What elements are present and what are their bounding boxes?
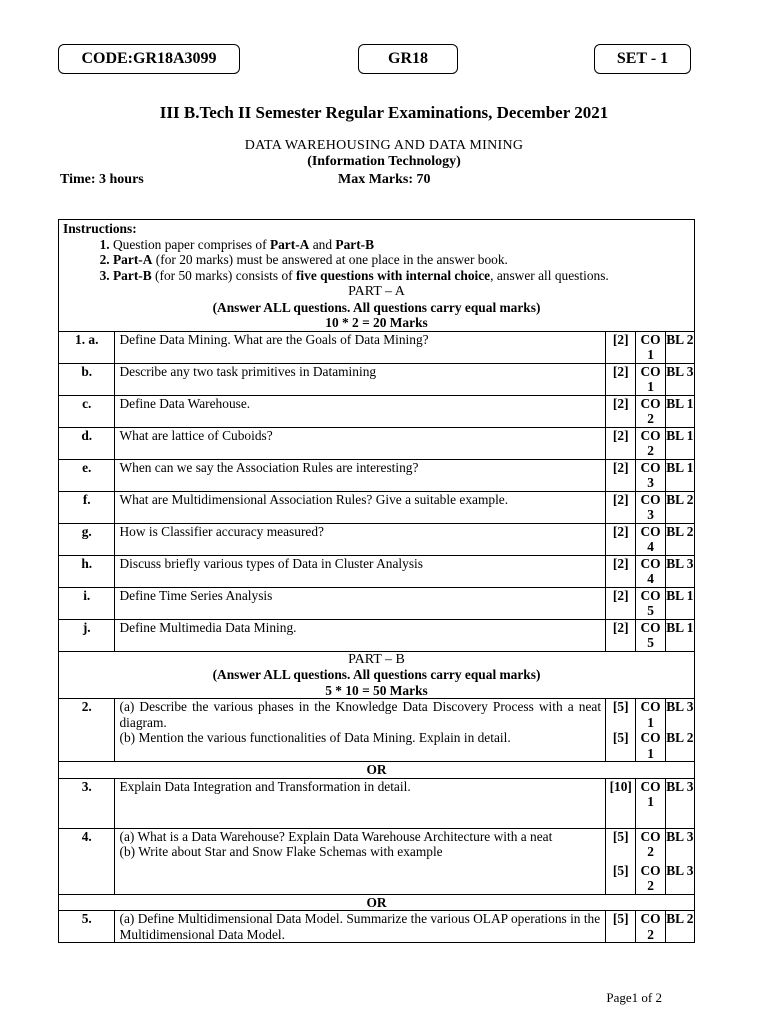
- question-text: Define Data Mining. What are the Goals of Data Mining?: [115, 331, 606, 363]
- page-number: Page1 of 2: [606, 990, 662, 1005]
- question-row: [59, 459, 695, 491]
- question-marks: [2]: [606, 363, 636, 395]
- blooms-level: BL 3: [666, 699, 694, 714]
- question-row: [59, 555, 695, 587]
- question-text: Describe any two task primitives in Datamining: [115, 363, 606, 395]
- course-outcome: CO 3: [636, 459, 665, 491]
- part-b-marks: 5 * 10 = 50 Marks: [325, 682, 428, 698]
- question-number: j.: [59, 619, 115, 651]
- course-outcome: CO 2: [640, 828, 661, 859]
- question-row: [59, 587, 695, 619]
- exam-title: III B.Tech II Semester Regular Examinations, December 2021: [159, 103, 609, 122]
- course-outcome: CO 1: [640, 730, 661, 761]
- question-number: b.: [59, 363, 115, 395]
- question-number: e.: [59, 459, 115, 491]
- question-number: 1. a.: [59, 331, 115, 363]
- question-text: Discuss briefly various types of Data in Cluster Analysis: [115, 555, 606, 587]
- part-a-subtitle: (Answer ALL questions. All questions carry equal marks): [212, 299, 541, 315]
- set-box: [594, 44, 691, 74]
- time-label: Time: 3 hours: [60, 172, 144, 187]
- question-row: [59, 331, 695, 363]
- instruction-item: 1. Question paper comprises of Part-A and Part-B: [113, 237, 690, 253]
- question-marks: [2]: [606, 619, 636, 651]
- question-marks: [2]: [606, 587, 636, 619]
- question-marks: [5]: [612, 862, 629, 878]
- question-text: Explain Data Integration and Transformation in detail.: [115, 778, 606, 828]
- question-text: Define Time Series Analysis: [115, 587, 606, 619]
- question-number: 4.: [59, 828, 115, 894]
- set-label: SET - 1: [616, 50, 669, 67]
- question-row: [59, 828, 695, 894]
- blooms-level: BL 3: [666, 828, 694, 844]
- question-marks: [5]: [612, 730, 629, 745]
- question-text: Define Data Warehouse.: [115, 395, 606, 427]
- instructions-list: [63, 237, 690, 284]
- question-number: c.: [59, 395, 115, 427]
- course-outcome: CO 4: [636, 523, 665, 555]
- question-row: [59, 619, 695, 651]
- question-number: 2.: [59, 699, 115, 762]
- course-outcome: CO 2: [636, 395, 665, 427]
- question-marks: [2]: [606, 555, 636, 587]
- code-box: [58, 44, 240, 74]
- question-number: i.: [59, 587, 115, 619]
- course-outcome: CO 2: [636, 911, 665, 943]
- blooms-level: BL 1: [665, 427, 694, 459]
- part-b-title: PART – B: [348, 651, 405, 667]
- course-outcome: CO 1: [636, 331, 665, 363]
- or-label: OR: [59, 894, 695, 911]
- part-b-subtitle: (Answer ALL questions. All questions carry equal marks): [212, 667, 541, 682]
- blooms-level: BL 1: [665, 619, 694, 651]
- question-row: [59, 523, 695, 555]
- question-marks: [2]: [606, 427, 636, 459]
- question-marks: [10]: [606, 778, 636, 828]
- question-marks: [2]: [606, 459, 636, 491]
- question-row: [59, 363, 695, 395]
- course-outcome: CO 2: [640, 862, 661, 893]
- question-text: What are Multidimensional Association Rules? Give a suitable example.: [115, 491, 606, 523]
- course-outcome: CO 1: [636, 363, 665, 395]
- question-row: [59, 778, 695, 828]
- course-outcome: CO 5: [636, 587, 665, 619]
- instructions-row: [59, 220, 695, 332]
- question-marks: [5]: [606, 911, 636, 943]
- question-text: What are lattice of Cuboids?: [115, 427, 606, 459]
- blooms-level: BL 2: [665, 523, 694, 555]
- course-outcome: CO 3: [636, 491, 665, 523]
- question-marks: [5]: [612, 828, 629, 844]
- blooms-level: BL 3: [665, 778, 694, 828]
- question-part-a: (a) Describe the various phases in the Knowledge Data Discovery Process with a neat diagram.: [119, 699, 602, 730]
- question-row: [59, 491, 695, 523]
- question-text: (a) Define Multidimensional Data Model. Summarize the various OLAP operations in the Multidimensional Data Model.: [115, 911, 606, 943]
- course-outcome: CO 1: [640, 699, 661, 730]
- course-outcome: CO 1: [636, 778, 665, 828]
- course-outcome: CO 4: [636, 555, 665, 587]
- question-marks: [2]: [606, 395, 636, 427]
- instruction-item: 3. Part-B (for 50 marks) consists of five questions with internal choice, answer all questions.: [113, 268, 690, 284]
- blooms-level: BL 2: [665, 491, 694, 523]
- blooms-level: BL 1: [665, 395, 694, 427]
- department: (Information Technology): [307, 154, 461, 169]
- question-marks: [2]: [606, 491, 636, 523]
- subject-title: DATA WAREHOUSING AND DATA MINING: [244, 138, 524, 153]
- blooms-level: BL 1: [665, 459, 694, 491]
- or-label: OR: [59, 762, 695, 779]
- part-a-marks: 10 * 2 = 20 Marks: [325, 315, 428, 330]
- question-part-a: (a) What is a Data Warehouse? Explain Data Warehouse Architecture with a neat: [119, 828, 553, 844]
- question-marks: [5]: [612, 699, 629, 714]
- part-b-header-row: [59, 651, 695, 699]
- instructions-heading: Instructions:: [63, 221, 137, 236]
- question-number: h.: [59, 555, 115, 587]
- question-row: [59, 395, 695, 427]
- blooms-level: BL 1: [665, 587, 694, 619]
- question-row: [59, 911, 695, 943]
- max-marks-label: Max Marks: 70: [338, 172, 431, 187]
- blooms-level: BL 3: [665, 363, 694, 395]
- question-number: g.: [59, 523, 115, 555]
- regulation: GR18: [388, 50, 428, 67]
- question-paper-table: [58, 219, 695, 943]
- question-part-b: (b) Mention the various functionalities of Data Mining. Explain in detail.: [119, 730, 511, 745]
- regulation-box: [358, 44, 458, 74]
- question-number: f.: [59, 491, 115, 523]
- question-number: 5.: [59, 911, 115, 943]
- question-number: 3.: [59, 778, 115, 828]
- question-text: When can we say the Association Rules are interesting?: [115, 459, 606, 491]
- blooms-level: BL 3: [666, 862, 694, 878]
- question-text: How is Classifier accuracy measured?: [115, 523, 606, 555]
- blooms-level: BL 2: [665, 331, 694, 363]
- paper-code: CODE:GR18A3099: [81, 50, 217, 67]
- blooms-level: BL 3: [665, 555, 694, 587]
- blooms-level: BL 2: [665, 911, 694, 943]
- part-a-title: PART – A: [348, 284, 405, 299]
- instruction-item: 2. Part-A (for 20 marks) must be answered at one place in the answer book.: [113, 252, 690, 268]
- course-outcome: CO 2: [636, 427, 665, 459]
- blooms-level: BL 2: [666, 730, 694, 745]
- question-marks: [2]: [606, 331, 636, 363]
- question-part-b: (b) Write about Star and Snow Flake Schemas with example: [119, 844, 443, 859]
- question-marks: [2]: [606, 523, 636, 555]
- question-row: [59, 699, 695, 762]
- or-row: [59, 894, 695, 911]
- course-outcome: CO 5: [636, 619, 665, 651]
- question-row: [59, 427, 695, 459]
- question-text: Define Multimedia Data Mining.: [115, 619, 606, 651]
- or-row: [59, 762, 695, 779]
- question-number: d.: [59, 427, 115, 459]
